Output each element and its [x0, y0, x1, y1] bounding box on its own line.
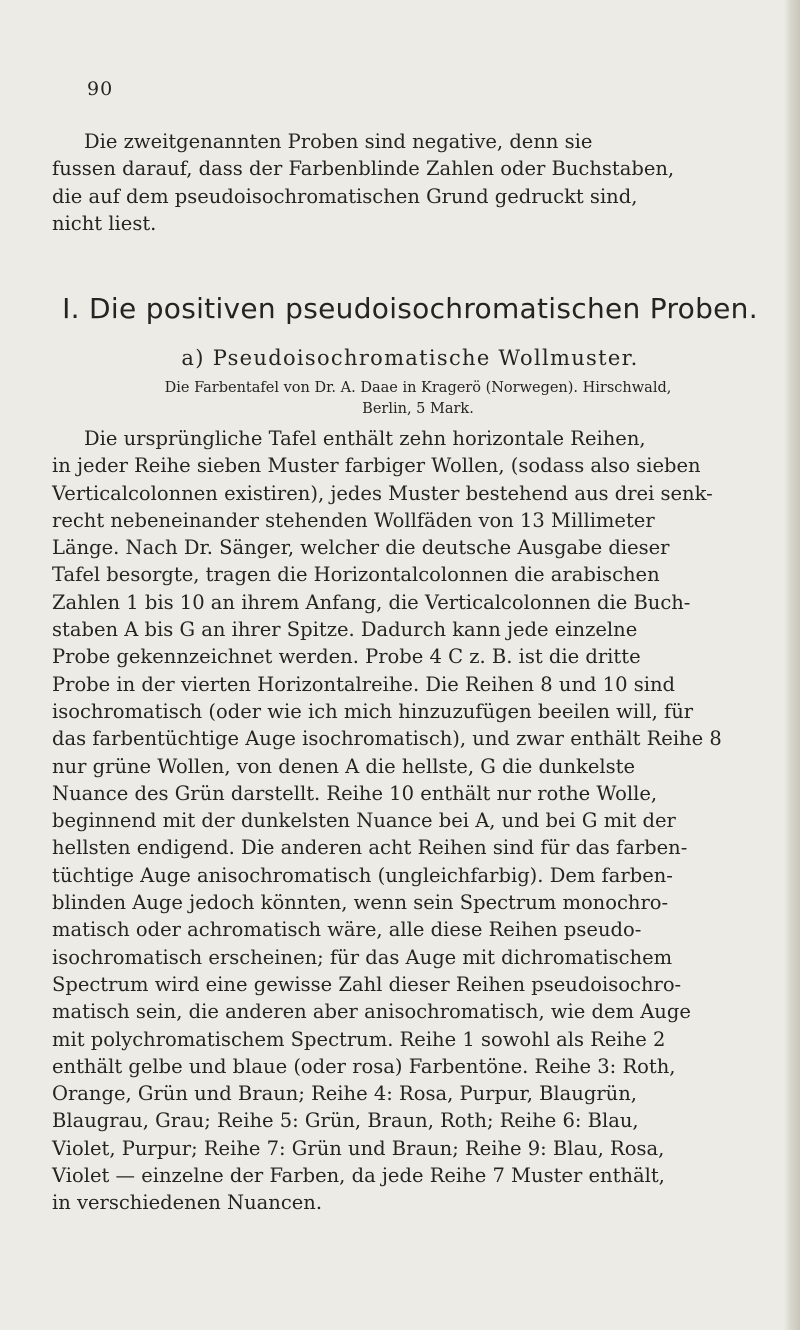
body-line: mit polychromatischem Spectrum. Reihe 1 sowohl als Reihe 2	[52, 1027, 666, 1051]
body-line: enthält gelbe und blaue (oder rosa) Farbentöne. Reihe 3: Roth,	[52, 1054, 676, 1078]
body-line: Blaugrau, Grau; Reihe 5: Grün, Braun, Roth; Reihe 6: Blau,	[52, 1109, 639, 1133]
intro-paragraph	[52, 128, 782, 237]
citation-line: Die Farbentafel von Dr. A. Daae in Kragerö (Norwegen). Hirschwald,	[164, 380, 672, 396]
body-line: blinden Auge jedoch könnten, wenn sein Spectrum monochro-	[52, 891, 669, 915]
section-heading: I. Die positiven pseudoisochromatischen Proben.	[62, 292, 758, 325]
body-line: das farbentüchtige Auge isochromatisch), und zwar enthält Reihe 8	[52, 727, 722, 751]
body-line: isochromatisch (oder wie ich mich hinzuzufügen beeilen will, für	[52, 699, 694, 723]
intro-line: die auf dem pseudoisochromatischen Grund gedruckt sind,	[52, 184, 638, 208]
body-line: Violet, Purpur; Reihe 7: Grün und Braun; Reihe 9: Blau, Rosa,	[52, 1136, 665, 1160]
body-paragraph	[52, 425, 782, 1217]
body-line: isochromatisch erscheinen; für das Auge mit dichromatischem	[52, 945, 673, 969]
body-line: staben A bis G an ihrer Spitze. Dadurch kann jede einzelne	[52, 618, 638, 642]
body-line: Orange, Grün und Braun; Reihe 4: Rosa, Purpur, Blaugrün,	[52, 1082, 637, 1106]
subsection-heading: a) Pseudoisochromatische Wollmuster.	[181, 346, 639, 370]
intro-line: nicht liest.	[52, 211, 157, 235]
citation-line: Berlin, 5 Mark.	[362, 401, 474, 417]
page-number: 90	[87, 78, 114, 100]
body-line: in jeder Reihe sieben Muster farbiger Wollen, (sodass also sieben	[52, 454, 701, 478]
body-line: matisch oder achromatisch wäre, alle diese Reihen pseudo-	[52, 918, 642, 942]
body-line: Die ursprüngliche Tafel enthält zehn horizontale Reihen,	[84, 427, 646, 450]
page-edge-shadow	[784, 0, 800, 1330]
body-line: hellsten endigend. Die anderen acht Reihen sind für das farben-	[52, 836, 688, 860]
body-line: Tafel besorgte, tragen die Horizontalcolonnen die arabischen	[52, 563, 660, 587]
body-line: tüchtige Auge anisochromatisch (ungleichfarbig). Dem farben-	[52, 863, 673, 887]
body-line: Verticalcolonnen existiren), jedes Muster bestehend aus drei senk-	[52, 481, 713, 505]
body-line: Probe in der vierten Horizontalreihe. Die Reihen 8 und 10 sind	[52, 672, 675, 696]
body-line: matisch sein, die anderen aber anisochromatisch, wie dem Auge	[52, 1000, 691, 1024]
citation	[58, 378, 778, 420]
body-line: nur grüne Wollen, von denen A die hellste, G die dunkelste	[52, 754, 636, 778]
body-line: Länge. Nach Dr. Sänger, welcher die deutsche Ausgabe dieser	[52, 536, 670, 560]
body-line: Probe gekennzeichnet werden. Probe 4 C z. B. ist die dritte	[52, 645, 641, 669]
body-line: Violet — einzelne der Farben, da jede Reihe 7 Muster enthält,	[52, 1164, 665, 1188]
intro-line: Die zweitgenannten Proben sind negative, denn sie	[84, 130, 593, 153]
body-line: Nuance des Grün darstellt. Reihe 10 enthält nur rothe Wolle,	[52, 781, 658, 805]
body-line: Zahlen 1 bis 10 an ihrem Anfang, die Verticalcolonnen die Buch-	[52, 590, 691, 614]
intro-line: fussen darauf, dass der Farbenblinde Zahlen oder Buchstaben,	[52, 157, 675, 181]
body-line: recht nebeneinander stehenden Wollfäden von 13 Millimeter	[52, 508, 655, 532]
body-line: in verschiedenen Nuancen.	[52, 1191, 323, 1215]
body-line: beginnend mit der dunkelsten Nuance bei A, und bei G mit der	[52, 809, 676, 833]
body-line: Spectrum wird eine gewisse Zahl dieser Reihen pseudoisochro-	[52, 972, 682, 996]
